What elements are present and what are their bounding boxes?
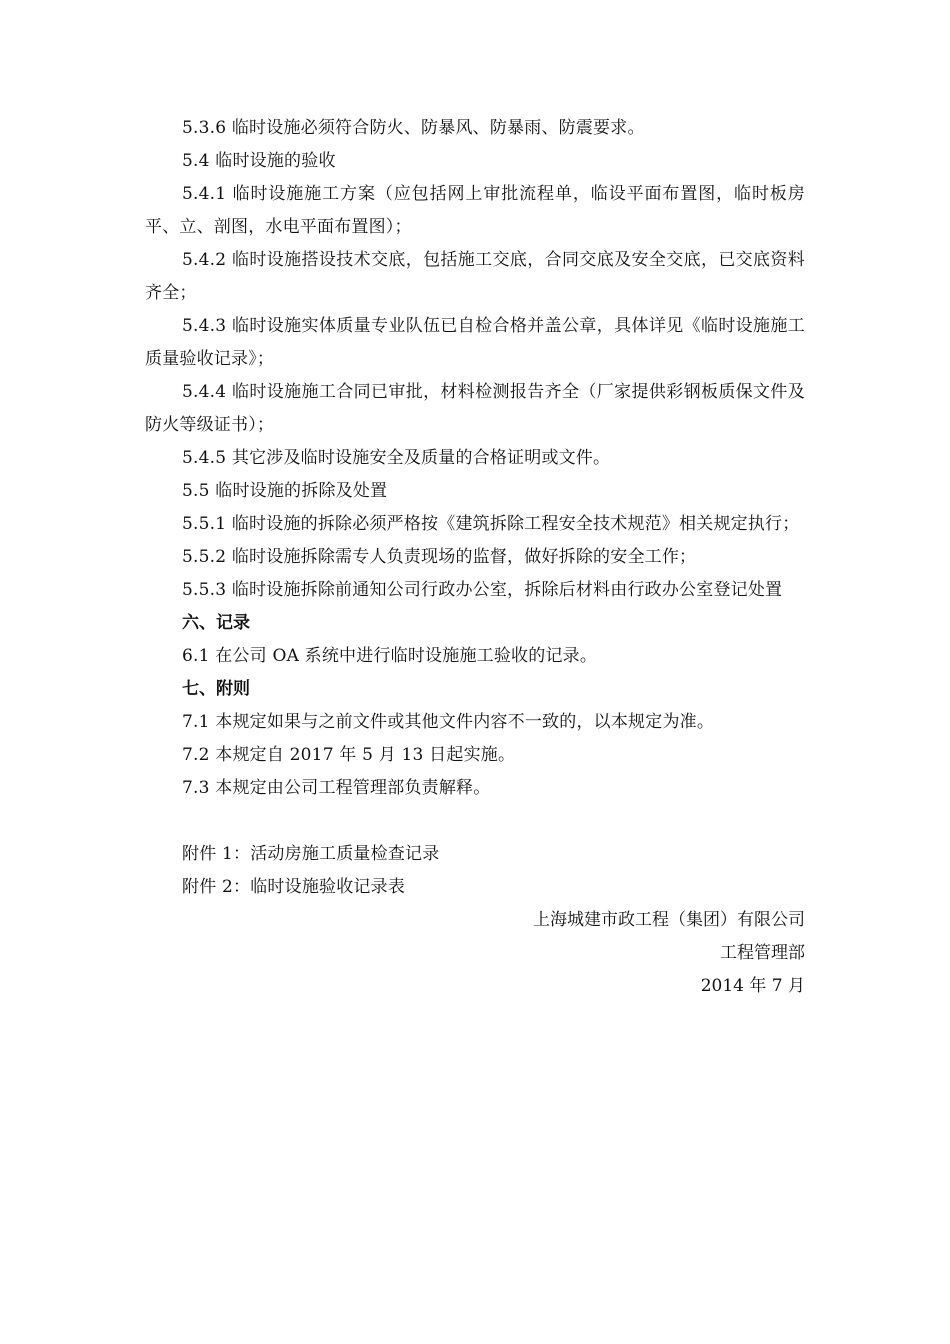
paragraph-6-1: 6.1 在公司 OA 系统中进行临时设施施工验收的记录。 <box>182 646 598 666</box>
paragraph-5-4: 5.4 临时设施的验收 <box>182 151 336 171</box>
paragraph-7-3: 7.3 本规定由公司工程管理部负责解释。 <box>182 778 491 798</box>
paragraph-5-5-2: 5.5.2 临时设施拆除需专人负责现场的监督，做好拆除的安全工作； <box>182 547 697 567</box>
paragraph-5-4-1: 5.4.1 临时设施施工方案（应包括网上审批流程单，临设平面布置图，临时板房平、立、剖图，水电平面布置图）； <box>145 184 805 237</box>
paragraph-7-2: 7.2 本规定自 2017 年 5 月 13 日起实施。 <box>182 745 516 765</box>
signature-department: 工程管理部 <box>720 943 805 963</box>
paragraph-5-5-3: 5.5.3 临时设施拆除前通知公司行政办公室，拆除后材料由行政办公室登记处置 <box>182 580 783 600</box>
paragraph-5-4-4: 5.4.4 临时设施施工合同已审批，材料检测报告齐全（厂家提供彩钢板质保文件及防火等级证书）； <box>145 382 805 435</box>
document-body <box>145 112 805 1003</box>
paragraph-5-4-3: 5.4.3 临时设施实体质量专业队伍已自检合格并盖公章，具体详见《临时设施施工质量验收记录》； <box>145 316 805 369</box>
paragraph-5-5: 5.5 临时设施的拆除及处置 <box>182 481 388 501</box>
paragraph-5-4-5: 5.4.5 其它涉及临时设施安全及质量的合格证明或文件。 <box>182 448 611 468</box>
paragraph-5-5-1: 5.5.1 临时设施的拆除必须严格按《建筑拆除工程安全技术规范》相关规定执行； <box>182 514 800 534</box>
section-6-heading: 六、记录 <box>182 613 250 633</box>
paragraph-7-1: 7.1 本规定如果与之前文件或其他文件内容不一致的，以本规定为准。 <box>182 712 715 732</box>
attachment-2: 附件 2：临时设施验收记录表 <box>182 877 406 897</box>
signature-date: 2014 年 7 月 <box>700 976 805 996</box>
section-7-heading: 七、附则 <box>182 679 250 699</box>
paragraph-5-3-6: 5.3.6 临时设施必须符合防火、防暴风、防暴雨、防震要求。 <box>182 118 645 138</box>
attachment-1: 附件 1：活动房施工质量检查记录 <box>182 844 440 864</box>
paragraph-5-4-2: 5.4.2 临时设施搭设技术交底，包括施工交底，合同交底及安全交底，已交底资料齐全； <box>145 250 805 303</box>
signature-company: 上海城建市政工程（集团）有限公司 <box>533 910 805 930</box>
blank-line <box>145 805 805 838</box>
